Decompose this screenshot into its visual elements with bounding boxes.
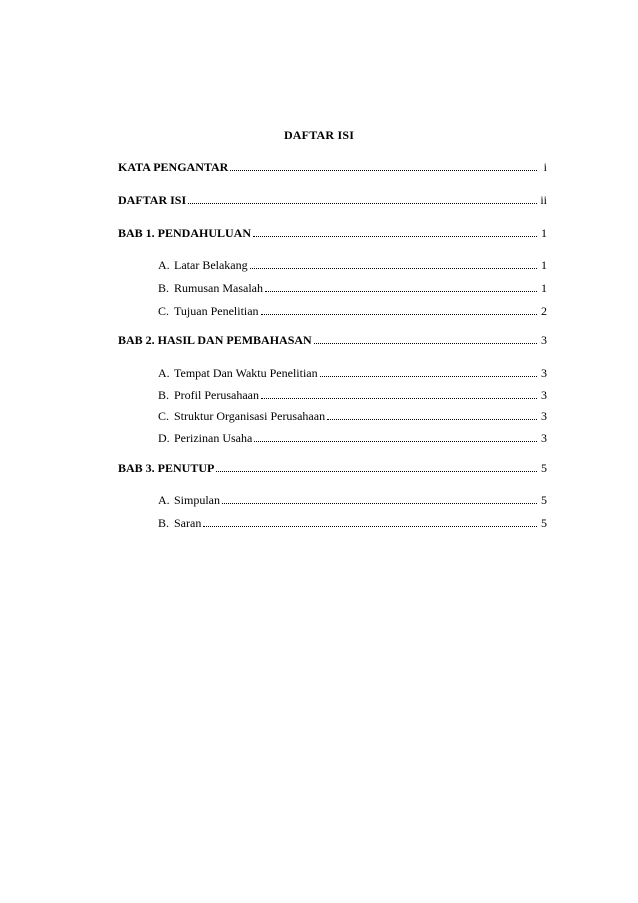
toc-page-number: 1 — [541, 258, 547, 272]
toc-subentry-tempat-waktu[interactable] — [158, 365, 547, 380]
toc-page-number: i — [543, 160, 547, 174]
dot-leader — [261, 398, 537, 399]
toc-subentry-tujuan-penelitian[interactable] — [158, 303, 547, 318]
toc-page-number: 3 — [541, 409, 547, 423]
toc-subentry-perizinan-usaha[interactable] — [158, 430, 547, 445]
dot-leader — [265, 291, 537, 292]
dot-leader — [188, 203, 537, 204]
toc-entry-label: BAB 1. PENDAHULUAN — [118, 226, 252, 240]
list-marker: C. — [158, 304, 170, 318]
dot-leader — [314, 343, 537, 344]
toc-page-number: 1 — [541, 281, 547, 295]
list-marker: A. — [158, 258, 170, 272]
dot-leader — [253, 236, 537, 237]
page-title: DAFTAR ISI — [283, 128, 355, 142]
toc-page-number: 3 — [541, 388, 547, 402]
toc-page-number: 5 — [541, 516, 547, 530]
toc-subentry-simpulan[interactable] — [158, 492, 547, 507]
toc-entry-label: Tujuan Penelitian — [174, 304, 259, 318]
toc-page-number: 5 — [541, 493, 547, 507]
toc-entry-bab-1[interactable] — [118, 225, 547, 240]
dot-leader — [320, 376, 537, 377]
toc-page-number: 3 — [541, 431, 547, 445]
toc-page-number: 3 — [541, 333, 547, 347]
toc-subentry-rumusan-masalah[interactable] — [158, 280, 547, 295]
dot-leader — [254, 441, 537, 442]
toc-entry-label: Struktur Organisasi Perusahaan — [174, 409, 326, 423]
dot-leader — [216, 471, 537, 472]
toc-entry-bab-2[interactable] — [118, 332, 547, 347]
toc-entry-label: DAFTAR ISI — [118, 193, 187, 207]
dot-leader — [230, 170, 537, 171]
toc-entry-label: BAB 2. HASIL DAN PEMBAHASAN — [118, 333, 312, 347]
toc-page-number: 5 — [541, 461, 547, 475]
toc-entry-label: BAB 3. PENUTUP — [118, 461, 215, 475]
toc-entry-label: Saran — [174, 516, 202, 530]
list-marker: B. — [158, 388, 170, 402]
list-marker: D. — [158, 431, 170, 445]
list-marker: C. — [158, 409, 170, 423]
dot-leader — [203, 526, 537, 527]
toc-entry-kata-pengantar[interactable] — [118, 159, 547, 174]
toc-entry-daftar-isi[interactable] — [118, 192, 547, 207]
toc-subentry-latar-belakang[interactable] — [158, 257, 547, 272]
toc-entry-label: KATA PENGANTAR — [118, 160, 229, 174]
dot-leader — [250, 268, 537, 269]
toc-page-number: 1 — [541, 226, 547, 240]
toc-entry-label: Latar Belakang — [174, 258, 248, 272]
toc-subentry-struktur-organisasi[interactable] — [158, 408, 547, 423]
dot-leader — [261, 314, 537, 315]
dot-leader — [222, 503, 537, 504]
toc-page-number: ii — [540, 193, 547, 207]
toc-entry-label: Simpulan — [174, 493, 221, 507]
list-marker: A. — [158, 366, 170, 380]
toc-page-number: 3 — [541, 366, 547, 380]
toc-entry-label: Tempat Dan Waktu Penelitian — [174, 366, 318, 380]
toc-entry-label: Profil Perusahaan — [174, 388, 259, 402]
list-marker: B. — [158, 281, 170, 295]
list-marker: A. — [158, 493, 170, 507]
toc-entry-bab-3[interactable] — [118, 460, 547, 475]
toc-subentry-saran[interactable] — [158, 515, 547, 530]
toc-subentry-profil-perusahaan[interactable] — [158, 387, 547, 402]
toc-entry-label: Perizinan Usaha — [174, 431, 253, 445]
toc-page-number: 2 — [541, 304, 547, 318]
toc-entry-label: Rumusan Masalah — [174, 281, 263, 295]
dot-leader — [327, 419, 537, 420]
list-marker: B. — [158, 516, 170, 530]
